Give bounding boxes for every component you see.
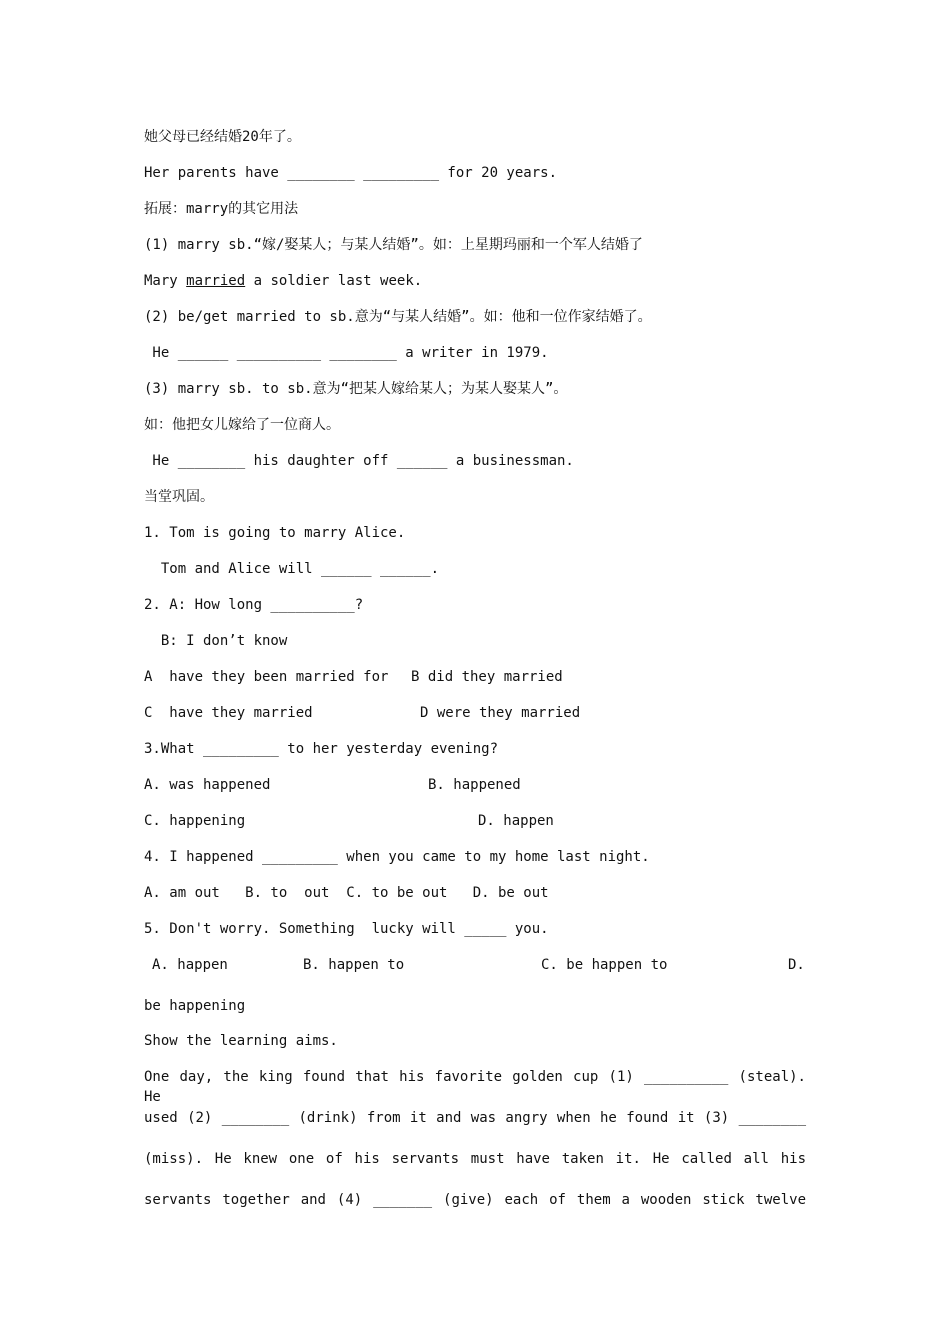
line-show-aims: Show the learning aims. [144, 1033, 338, 1049]
option-d: D. [788, 957, 805, 973]
option-a: A. was happened [144, 777, 271, 793]
line-example-1: Mary married a soldier last week. [144, 273, 423, 289]
option-c: C. be happen to [541, 957, 668, 973]
line-q4-options: A. am out B. to out C. to be out D. be out [144, 885, 549, 901]
paragraph-line-4: servants together and (4) _______ (give) each of them a wooden stick twelve [144, 1192, 806, 1208]
paragraph-line-2: used (2) ________ (drink) from it and was angry when he found it (3) ________ [144, 1110, 806, 1126]
option-c: C have they married [144, 705, 313, 721]
line-q3: 3.What _________ to her yesterday evening? [144, 741, 499, 757]
line-usage-1: (1) marry sb.“嫁/娶某人；与某人结婚”。如：上星期玛丽和一个军人结婚了 [144, 237, 643, 253]
line-example-3-chinese: 如：他把女儿嫁给了一位商人。 [144, 417, 340, 433]
option-a: A have they been married for [144, 669, 389, 685]
option-c: C. happening [144, 813, 246, 829]
line-practice-heading: 当堂巩固。 [144, 489, 214, 505]
line-q1-answer: Tom and Alice will ______ ______. [144, 561, 440, 577]
option-d: D were they married [420, 705, 581, 721]
line-q4: 4. I happened _________ when you came to my home last night. [144, 849, 650, 865]
paragraph-line-1: One day, the king found that his favorite golden cup (1) __________ (steal). He [144, 1069, 806, 1105]
line-q5: 5. Don't worry. Something lucky will _____ you. [144, 921, 549, 937]
line-q1: 1. Tom is going to marry Alice. [144, 525, 406, 541]
line-extension-heading: 拓展：marry的其它用法 [144, 201, 299, 217]
option-b: B. happen to [303, 957, 405, 973]
line-fill-blank: Her parents have ________ _________ for 20 years. [144, 165, 558, 181]
line-q2-b: B: I don’t know [144, 633, 288, 649]
line-example-3: He ________ his daughter off ______ a businessman. [144, 453, 574, 469]
line-usage-3: (3) marry sb. to sb.意为“把某人嫁给某人；为某人娶某人”。 [144, 381, 568, 397]
option-b: B did they married [411, 669, 563, 685]
line-q5-option-d-cont: be happening [144, 998, 246, 1014]
option-d: D. happen [478, 813, 554, 829]
line-example-2: He ______ __________ ________ a writer in 1979. [144, 345, 549, 361]
line-usage-2: (2) be/get married to sb.意为“与某人结婚”。如：他和一位作家结婚了。 [144, 309, 652, 325]
option-a: A. happen [152, 957, 228, 973]
underlined-word: married [186, 273, 246, 289]
line-q2: 2. A: How long __________? [144, 597, 364, 613]
paragraph-line-3: (miss). He knew one of his servants must have taken it. He called all his [144, 1151, 806, 1167]
line-chinese-title: 她父母已经结婚20年了。 [144, 129, 301, 145]
option-b: B. happened [428, 777, 521, 793]
